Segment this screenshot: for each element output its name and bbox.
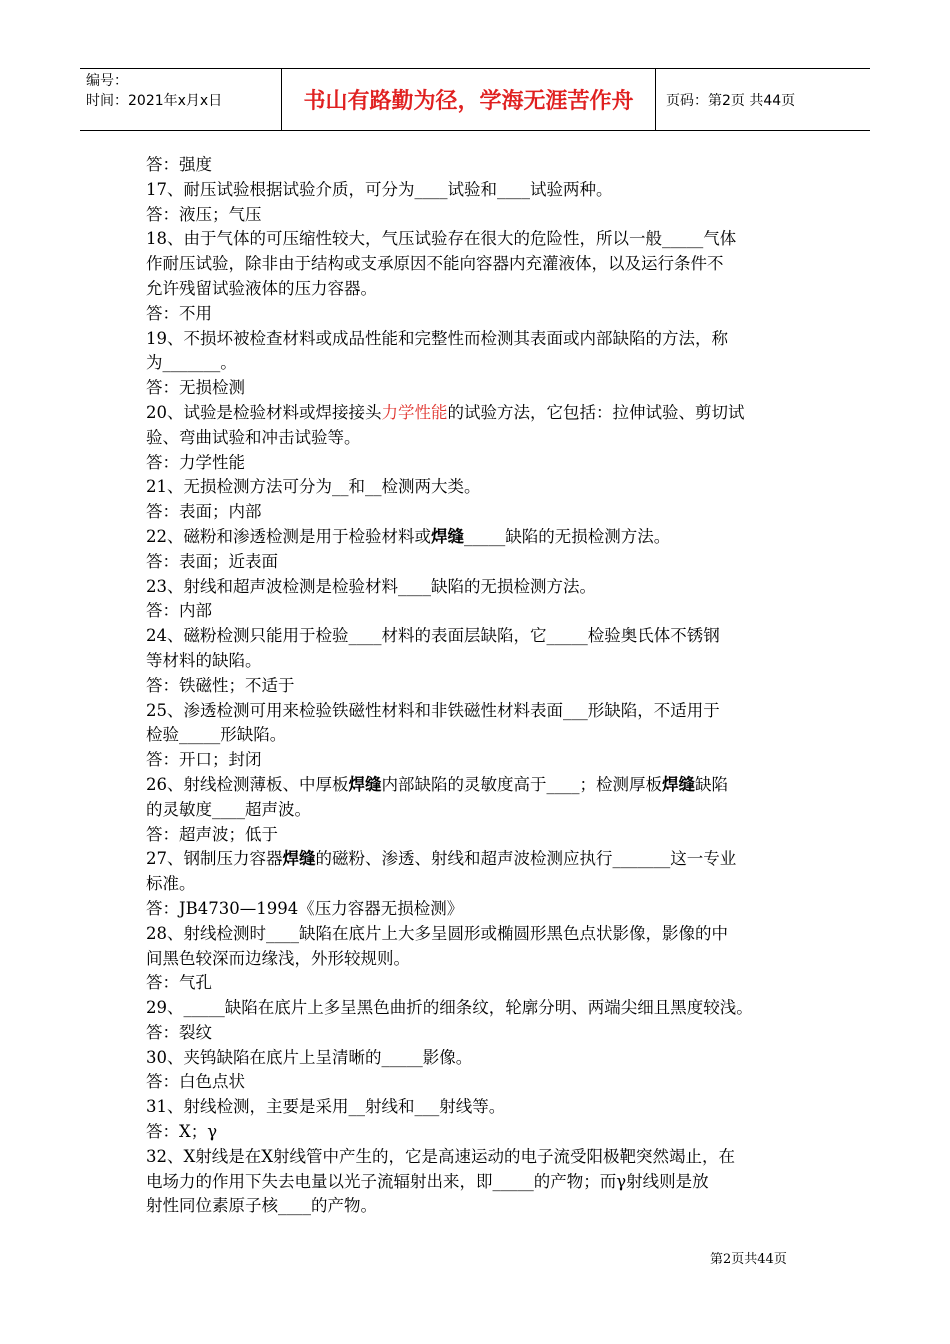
text-segment: 18、由于气体的可压缩性较大，气压试验存在很大的危险性，所以一般_____气体	[146, 229, 737, 249]
text-line	[146, 996, 816, 1021]
text-segment: 19、不损坏被检查材料或成品性能和完整性而检测其表面或内部缺陷的方法，称	[146, 328, 728, 348]
text-segment: 22、磁粉和渗透检测是用于检验材料或	[146, 526, 431, 546]
text-segment: 答：白色点状	[146, 1072, 245, 1092]
text-line	[146, 699, 816, 724]
text-line	[146, 897, 816, 922]
text-segment: 作耐压试验，除非由于结构或支承原因不能向容器内充灌液体，以及运行条件不	[146, 254, 724, 274]
text-segment: 检验_____形缺陷。	[146, 725, 287, 745]
text-segment: 缺陷	[695, 774, 728, 794]
text-segment: 答：表面；近表面	[146, 551, 278, 571]
text-line	[146, 1120, 816, 1145]
text-line	[146, 426, 816, 451]
text-line	[146, 649, 816, 674]
text-segment: 内部缺陷的灵敏度高于____；检测厚板	[381, 774, 662, 794]
bold-text: 焊缝	[431, 526, 464, 546]
text-segment: 答：强度	[146, 155, 212, 174]
text-line	[146, 847, 816, 872]
page-footer: 第2页共44页	[710, 1252, 787, 1267]
text-segment: 答：力学性能	[146, 452, 245, 472]
text-segment: 30、夹钨缺陷在底片上呈清晰的_____影像。	[146, 1047, 473, 1067]
text-segment: 27、钢制压力容器	[146, 849, 283, 869]
text-segment: 的试验方法，它包括：拉伸试验、剪切试	[447, 402, 745, 422]
text-segment: 17、耐压试验根据试验介质，可分为____试验和____试验两种。	[146, 179, 613, 199]
text-line	[146, 302, 816, 327]
text-segment: 24、磁粉检测只能用于检验____材料的表面层缺陷，它_____检验奥氏体不锈钢	[146, 626, 720, 646]
text-segment: 标准。	[146, 874, 196, 894]
text-segment: 答：裂纹	[146, 1022, 212, 1042]
text-line	[146, 947, 816, 972]
text-segment: 电场力的作用下失去电量以光子流辐射出来，即_____的产物；而γ射线则是放	[146, 1171, 709, 1191]
bold-text: 焊缝	[348, 774, 382, 794]
text-segment: 答：超声波；低于	[146, 824, 278, 844]
bold-text: 焊缝	[282, 849, 316, 869]
text-segment: 28、射线检测时____缺陷在底片上大多呈圆形或椭圆形黑色点状影像，影像的中	[146, 923, 728, 943]
text-line	[146, 599, 816, 624]
text-line	[146, 178, 816, 203]
text-segment: 答：气孔	[146, 973, 212, 993]
text-line	[146, 1095, 816, 1120]
text-line	[146, 327, 816, 352]
text-segment: 32、X射线是在X射线管中产生的，它是高速运动的电子流受阳极靶突然竭止，在	[146, 1146, 735, 1166]
text-segment: 26、射线检测薄板、中厚板	[146, 774, 349, 794]
text-line	[146, 1145, 816, 1170]
text-line	[146, 153, 816, 178]
text-segment: 答：液压；气压	[146, 204, 262, 224]
text-line	[146, 575, 816, 600]
text-line	[146, 624, 816, 649]
text-line	[146, 401, 816, 426]
text-line	[146, 203, 816, 228]
text-line	[146, 798, 816, 823]
text-segment: 23、射线和超声波检测是检验材料____缺陷的无损检测方法。	[146, 576, 596, 596]
text-line	[146, 227, 816, 252]
document-body	[146, 153, 816, 1219]
text-line	[146, 1046, 816, 1071]
text-segment: 29、_____缺陷在底片上多呈黑色曲折的细条纹，轮廓分明、两端尖细且黑度较浅。	[146, 998, 753, 1018]
text-line	[146, 1070, 816, 1095]
text-line	[146, 1021, 816, 1046]
bold-text: 焊缝	[662, 774, 695, 794]
text-segment: 验、弯曲试验和冲击试验等。	[146, 427, 361, 447]
text-line	[146, 252, 816, 277]
text-segment: 答：铁磁性；不适于	[146, 675, 295, 695]
text-line	[146, 376, 816, 401]
text-line	[146, 525, 816, 550]
text-segment: 的灵敏度____超声波。	[146, 799, 311, 819]
text-segment: 的磁粉、渗透、射线和超声波检测应执行_______这一专业	[315, 849, 737, 869]
text-line	[146, 1170, 816, 1195]
text-segment: 答：不用	[146, 303, 212, 323]
text-line	[146, 1194, 816, 1219]
date-label: 时间：2021年x月x日	[86, 93, 223, 109]
text-segment: _____缺陷的无损检测方法。	[464, 526, 671, 546]
text-segment: 21、无损检测方法可分为__和__检测两大类。	[146, 477, 481, 497]
text-segment: 31、射线检测，主要是采用__射线和___射线等。	[146, 1097, 506, 1117]
text-line	[146, 823, 816, 848]
text-line	[146, 971, 816, 996]
text-segment: 等材料的缺陷。	[146, 650, 262, 670]
text-segment: 间黑色较深而边缘浅，外形较规则。	[146, 948, 410, 968]
text-segment: 答：无损检测	[146, 378, 245, 398]
text-segment: 答：Χ；γ	[146, 1122, 218, 1142]
text-segment: 射性同位素原子核____的产物。	[146, 1196, 377, 1216]
text-line	[146, 500, 816, 525]
header-meta	[80, 69, 282, 130]
text-segment: 答：内部	[146, 601, 212, 621]
text-line	[146, 773, 816, 798]
text-line	[146, 451, 816, 476]
text-line	[146, 723, 816, 748]
page-header	[80, 68, 870, 131]
text-line	[146, 277, 816, 302]
code-label: 编号：	[86, 73, 128, 89]
text-segment: 20、试验是检验材料或焊接接头	[146, 402, 382, 422]
text-line	[146, 748, 816, 773]
text-segment: 答：JB4730—1994《压力容器无损检测》	[146, 898, 464, 918]
text-line	[146, 351, 816, 376]
header-page-info: 页码：第2页 共44页	[666, 92, 796, 109]
text-segment: 允许残留试验液体的压力容器。	[146, 278, 377, 298]
text-segment: 25、渗透检测可用来检验铁磁性材料和非铁磁性材料表面___形缺陷，不适用于	[146, 700, 720, 720]
text-line	[146, 550, 816, 575]
text-line	[146, 475, 816, 500]
header-motto: 书山有路勤为径，学海无涯苦作舟	[282, 69, 656, 130]
text-line	[146, 922, 816, 947]
text-line	[146, 872, 816, 897]
text-line	[146, 674, 816, 699]
text-segment: 答：表面；内部	[146, 502, 262, 522]
text-segment: 为_______。	[146, 353, 237, 373]
highlight-text: 力学性能	[381, 402, 448, 422]
text-segment: 答：开口；封闭	[146, 750, 262, 770]
